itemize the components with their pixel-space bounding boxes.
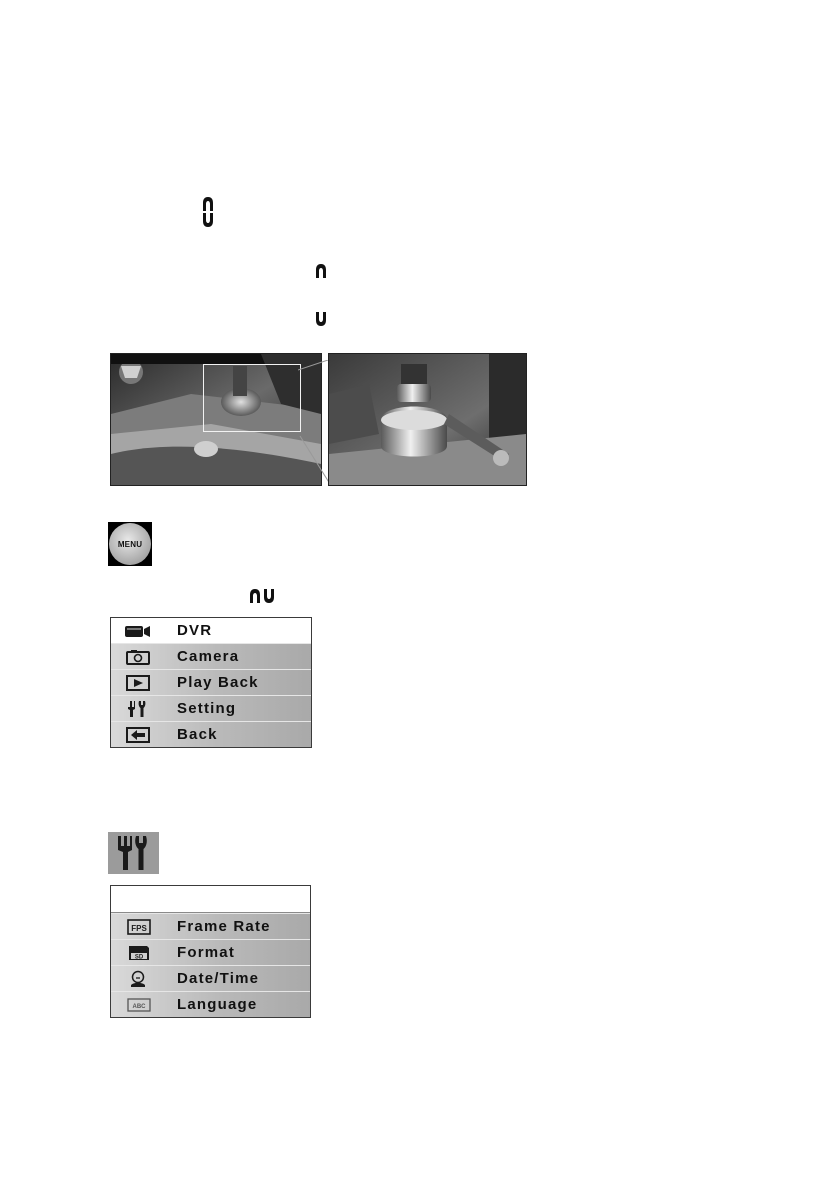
menu-button-label: MENU: [109, 523, 151, 565]
arrow-up-icon: [248, 588, 262, 604]
setting-menu-item-label: Date/Time: [177, 970, 260, 987]
setting-menu-item-language[interactable]: [111, 991, 310, 1017]
setting-menu-item-format[interactable]: [111, 939, 310, 965]
main-menu-item-dvr[interactable]: [111, 618, 311, 643]
arrow-up-icon: [201, 196, 215, 212]
main-menu-item-label: Camera: [177, 648, 240, 665]
setting-menu-item-label: Frame Rate: [177, 918, 271, 935]
main-menu-item-camera[interactable]: [111, 643, 311, 669]
main-menu-item-label: DVR: [177, 622, 213, 639]
setting-menu-item-label: Format: [177, 944, 236, 961]
sd-icon-text: SD: [134, 954, 144, 961]
back-arrow-icon: [119, 726, 157, 744]
zoom-frame: [203, 364, 301, 432]
setting-button[interactable]: [108, 832, 159, 874]
language-icon: [119, 996, 157, 1014]
tools-icon: [108, 832, 159, 874]
main-menu-item-playback[interactable]: [111, 669, 311, 695]
setting-menu-item-frame-rate[interactable]: [111, 913, 310, 939]
setting-menu-item-label: Language: [177, 996, 258, 1013]
setting-menu: [110, 885, 311, 1018]
clock-icon: [119, 970, 157, 988]
abc-icon-text: ABC: [132, 1004, 146, 1010]
sd-card-icon: [119, 944, 157, 962]
photo-camera-icon: [119, 648, 157, 666]
arrow-down-icon: [314, 311, 328, 327]
main-menu-item-label: Back: [177, 726, 218, 743]
setting-menu-title: [111, 886, 310, 913]
main-menu-item-back[interactable]: [111, 721, 311, 747]
fps-icon: [119, 918, 157, 936]
setting-menu-item-date-time[interactable]: [111, 965, 310, 991]
menu-button[interactable]: [108, 522, 152, 566]
main-menu-item-label: Play Back: [177, 674, 259, 691]
arrow-down-icon: [201, 212, 215, 228]
main-menu-item-setting[interactable]: [111, 695, 311, 721]
engine-photo-zoom: [328, 353, 527, 486]
video-camera-icon: [119, 622, 157, 640]
arrow-up-icon: [314, 263, 328, 279]
play-icon: [119, 674, 157, 692]
arrow-down-icon: [262, 588, 276, 604]
main-menu-item-label: Setting: [177, 700, 237, 717]
tools-icon: [119, 700, 157, 718]
fps-icon-text: FPS: [131, 924, 147, 933]
main-menu: [110, 617, 312, 748]
engine-photo-wide: [110, 353, 322, 486]
